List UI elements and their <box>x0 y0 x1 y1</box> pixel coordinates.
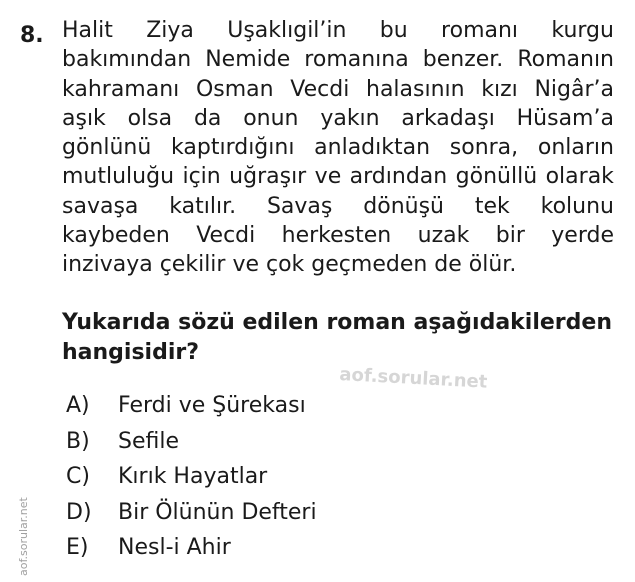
option-letter: A) <box>66 393 90 418</box>
passage-word: Ziya <box>146 18 194 43</box>
passage-word: ardından <box>349 164 448 190</box>
passage-word: bir <box>495 223 525 249</box>
passage-word: bu <box>379 18 408 43</box>
passage-word: yerde <box>551 223 614 249</box>
passage-line <box>62 75 614 104</box>
passage-word: arkadaşı <box>401 105 495 131</box>
answer-options <box>62 388 317 566</box>
question-stem-line: hangisidir? <box>62 339 199 365</box>
option-letter: B) <box>66 428 90 454</box>
option-letter: D) <box>66 499 92 525</box>
passage-word: uğraşır <box>229 164 307 190</box>
passage-word: olarak <box>545 164 614 190</box>
option-c[interactable] <box>62 459 317 495</box>
passage-word: Uşaklıgil’in <box>227 18 347 43</box>
option-text: Ferdi ve Şürekası <box>118 393 306 418</box>
passage-word: Halit <box>62 18 113 43</box>
passage-word: Savaş <box>266 193 333 219</box>
passage-word: anladıktan <box>314 135 431 161</box>
option-text: Sefile <box>118 428 180 454</box>
passage-word: romanı <box>441 18 519 43</box>
question-number: 8. <box>20 23 44 48</box>
passage-line: inzivaya çekilir ve çok geçmeden de ölür. <box>62 252 517 278</box>
option-e[interactable] <box>62 530 317 566</box>
option-a[interactable] <box>62 388 317 424</box>
passage-word: için <box>182 164 221 190</box>
passage-word: aşık <box>62 105 106 131</box>
passage-word: romanına <box>304 47 409 73</box>
passage-word: kolunu <box>540 193 614 219</box>
side-watermark-text: aof.sorular.net <box>17 497 30 576</box>
passage-line <box>62 104 614 133</box>
passage-line <box>62 221 614 250</box>
option-b[interactable] <box>62 424 317 460</box>
passage-word: benzer. <box>422 47 504 73</box>
passage-word: gönüllü <box>455 164 538 190</box>
option-letter: E) <box>66 535 89 561</box>
question-passage <box>62 16 614 280</box>
passage-word: ve <box>314 164 342 190</box>
passage-word: mutluluğu <box>62 164 175 190</box>
passage-word: Vecdi <box>196 223 256 249</box>
passage-word: onun <box>243 105 299 131</box>
option-d[interactable] <box>62 495 317 531</box>
passage-word: gönlünü <box>62 135 152 161</box>
passage-word: da <box>193 105 222 131</box>
passage-word: uzak <box>417 223 470 249</box>
passage-word: Nemide <box>205 47 291 73</box>
passage-word: bakımından <box>62 47 192 73</box>
passage-word: Osman <box>195 76 274 102</box>
passage-word: kahramanı <box>62 76 180 102</box>
passage-word: Romanın <box>517 47 614 73</box>
passage-line <box>62 162 614 191</box>
passage-word: Hüsam’a <box>516 105 614 131</box>
passage-word: onların <box>537 135 614 161</box>
question-stem <box>62 308 622 367</box>
passage-word: kaptırdığını <box>171 135 295 161</box>
option-text: Nesl-i Ahir <box>118 535 231 561</box>
passage-word: tek <box>474 193 510 219</box>
passage-word: herkesten <box>281 223 392 249</box>
passage-line <box>62 16 614 45</box>
passage-line <box>62 133 614 162</box>
passage-word: olsa <box>127 105 173 131</box>
passage-word: savaşa <box>62 193 139 219</box>
passage-word: halasının <box>366 76 465 102</box>
passage-word: Nigâr’a <box>534 76 614 102</box>
question-stem-line: Yukarıda sözü edilen roman aşağıdakilerden <box>62 310 612 335</box>
passage-line <box>62 45 614 74</box>
passage-word: yakın <box>320 105 380 131</box>
passage-word: sonra, <box>449 135 519 161</box>
option-text: Kırık Hayatlar <box>118 464 268 490</box>
option-text: Bir Ölünün Defteri <box>118 499 317 525</box>
passage-line <box>62 192 614 221</box>
option-letter: C) <box>66 464 90 490</box>
passage-word: dönüşü <box>363 193 444 219</box>
passage-word: kızı <box>481 76 518 102</box>
passage-word: kurgu <box>551 18 614 43</box>
passage-word: Vecdi <box>290 76 350 102</box>
passage-word: kaybeden <box>62 223 170 249</box>
watermark: aof.sorular.net <box>338 364 488 393</box>
passage-word: katılır. <box>169 193 237 219</box>
